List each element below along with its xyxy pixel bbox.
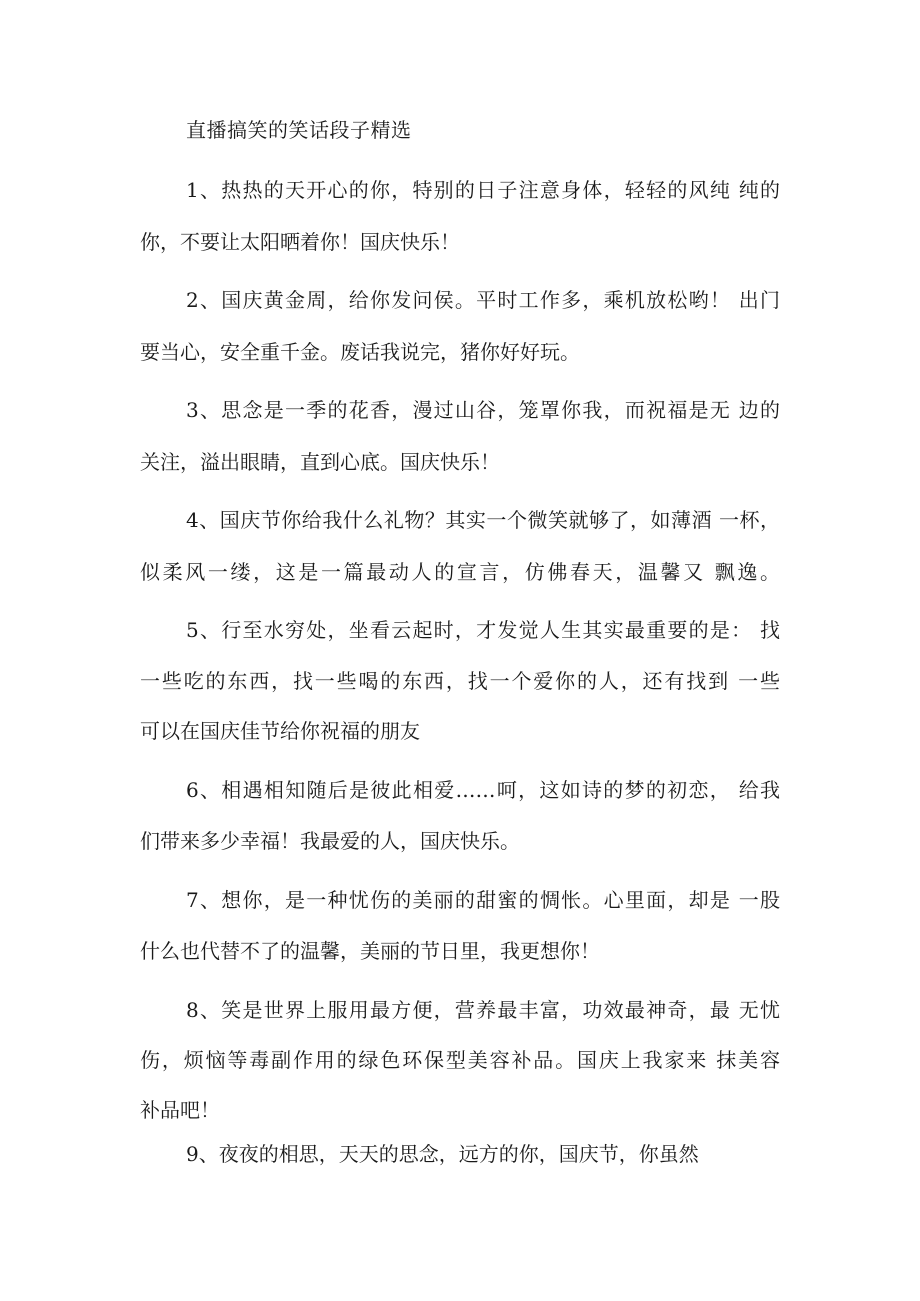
paragraph-7-line-1: 7、想你，是一种忧伤的美丽的甜蜜的惆怅。心里面，却是 一股 (186, 888, 780, 912)
paragraph-5-line-1: 5、行至水穷处，坐看云起时，才发觉人生其实最重要的是： 找 (186, 618, 780, 642)
paragraph-6-line-2: 们带来多少幸福！我最爱的人，国庆快乐。 (140, 829, 520, 853)
paragraph-8-line-3: 补品吧！ (140, 1098, 220, 1122)
paragraph-9-line-1: 9、夜夜的相思，天天的思念，远方的你，国庆节，你虽然 (186, 1142, 699, 1166)
paragraph-5-line-2: 一些吃的东西，找一些喝的东西，找一个爱你的人，还有找到 一些 (140, 669, 780, 693)
paragraph-3-line-1: 3、思念是一季的花香，漫过山谷，笼罩你我，而祝福是无 边的 (186, 398, 780, 422)
paragraph-3-line-2: 关注，溢出眼睛，直到心底。国庆快乐！ (140, 450, 500, 474)
paragraph-5-line-3: 可以在国庆佳节给你祝福的朋友 (140, 719, 420, 743)
paragraph-4-line-2: 似柔风一缕，这是一篇最动人的宣言，仿佛春天，温馨又 飘逸。 (140, 560, 780, 584)
paragraph-2-line-1: 2、国庆黄金周，给你发问侯。平时工作多，乘机放松哟！ 出门 (186, 288, 780, 312)
paragraph-6-line-1: 6、相遇相知随后是彼此相爱……呵，这如诗的梦的初恋， 给我 (186, 778, 780, 802)
document-title: 直播搞笑的笑话段子精选 (186, 118, 412, 142)
paragraph-4-line-1: 4、国庆节你给我什么礼物？其实一个微笑就够了，如薄酒 一杯， (186, 508, 780, 532)
paragraph-8-line-1: 8、笑是世界上服用最方便，营养最丰富，功效最神奇，最 无忧 (186, 998, 780, 1022)
paragraph-1-line-1: 1、热热的天开心的你，特别的日子注意身体，轻轻的风纯 纯的 (186, 178, 780, 202)
paragraph-2-line-2: 要当心，安全重千金。废话我说完，猪你好好玩。 (140, 340, 580, 364)
paragraph-7-line-2: 什么也代替不了的温馨，美丽的节日里，我更想你！ (140, 939, 600, 963)
paragraph-8-line-2: 伤，烦恼等毒副作用的绿色环保型美容补品。国庆上我家来 抹美容 (140, 1048, 780, 1072)
paragraph-1-line-2: 你，不要让太阳晒着你！国庆快乐！ (140, 230, 460, 254)
